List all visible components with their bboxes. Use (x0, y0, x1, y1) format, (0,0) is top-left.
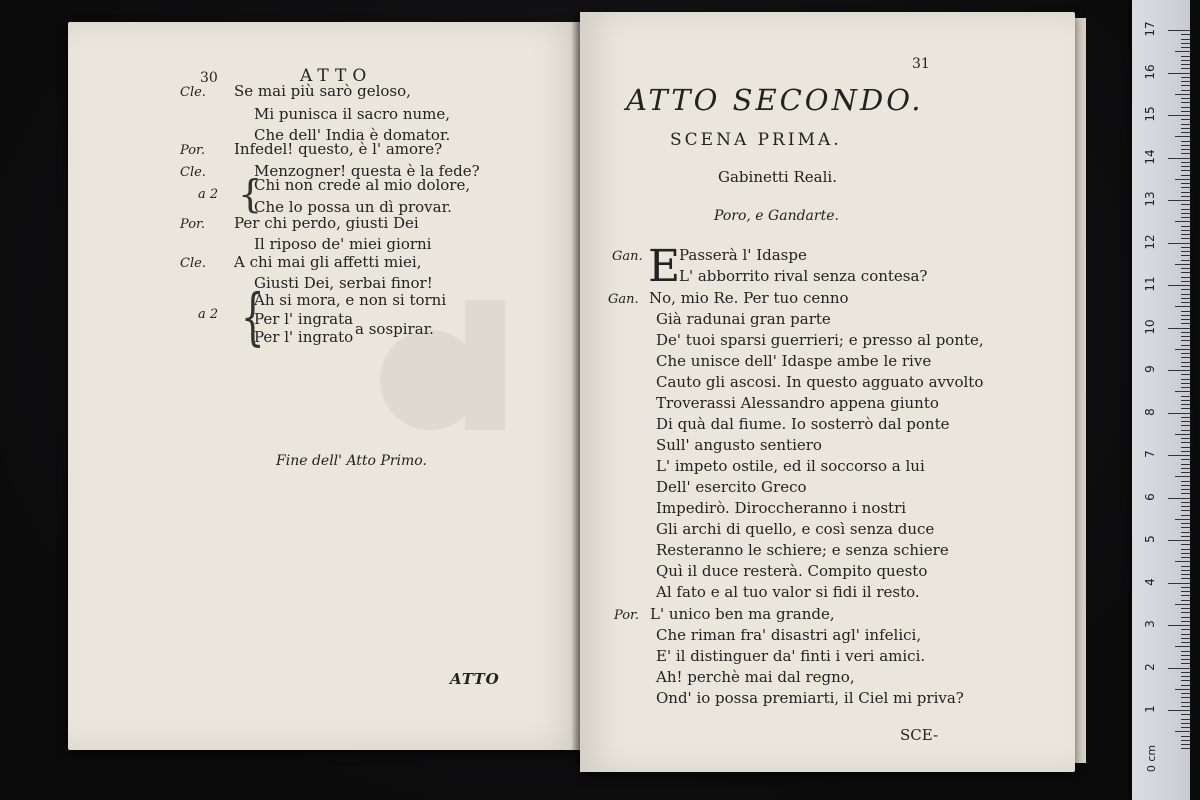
ruler-tick (1168, 328, 1190, 329)
ruler-number: 10 (1143, 318, 1157, 335)
ruler-tick (1181, 536, 1190, 537)
left-catchword: ATTO (450, 670, 500, 688)
ruler-tick (1175, 689, 1190, 690)
ruler-tick (1181, 192, 1190, 193)
ruler-number: 5 (1143, 535, 1157, 543)
ruler-tick (1181, 234, 1190, 235)
ruler-tick (1181, 714, 1190, 715)
ruler-number: 6 (1143, 492, 1157, 501)
ruler-tick (1181, 400, 1190, 401)
ruler-tick (1168, 370, 1190, 371)
ruler-tick (1181, 238, 1190, 239)
ruler-tick (1181, 56, 1190, 57)
ruler-tick (1181, 366, 1190, 367)
ruler-tick (1181, 183, 1190, 184)
ruler-tick (1168, 710, 1190, 711)
ruler-tick (1181, 47, 1190, 48)
ruler-tick (1175, 264, 1190, 265)
ruler-tick (1181, 425, 1190, 426)
ruler-tick (1181, 323, 1190, 324)
ruler-tick (1168, 455, 1190, 456)
ruler-tick (1181, 340, 1190, 341)
ruler-tick (1181, 493, 1190, 494)
ruler-tick (1181, 578, 1190, 579)
ruler-tick (1181, 332, 1190, 333)
ruler-tick (1175, 731, 1190, 732)
ruler-tick (1181, 149, 1190, 150)
left-page-number: 30 (200, 70, 218, 86)
ruler-tick (1181, 566, 1190, 567)
ruler-tick (1181, 230, 1190, 231)
act-title: ATTO SECONDO. (626, 83, 924, 117)
ruler-tick (1181, 124, 1190, 125)
ruler-tick (1181, 485, 1190, 486)
ruler-tick (1181, 515, 1190, 516)
ruler-tick (1181, 128, 1190, 129)
ruler-tick (1181, 64, 1190, 65)
ruler-tick (1181, 553, 1190, 554)
ruler-tick (1181, 302, 1190, 303)
ruler-tick (1181, 374, 1190, 375)
ruler-tick (1181, 102, 1190, 103)
ruler-tick (1181, 591, 1190, 592)
ruler-tick (1181, 162, 1190, 163)
ruler-number: 15 (1143, 106, 1157, 122)
ruler-tick (1181, 85, 1190, 86)
ruler-tick (1181, 451, 1190, 452)
ruler-tick (1181, 430, 1190, 431)
ruler-tick (1181, 459, 1190, 460)
ruler-tick (1181, 345, 1190, 346)
ruler-tick (1181, 357, 1190, 358)
ruler-tick (1181, 77, 1190, 78)
ruler-tick (1181, 204, 1190, 205)
ruler-tick (1181, 353, 1190, 354)
ruler-tick (1175, 604, 1190, 605)
ruler-tick (1175, 349, 1190, 350)
ruler-tick (1181, 651, 1190, 652)
ruler-tick (1175, 221, 1190, 222)
ruler-tick (1168, 285, 1190, 286)
ruler-number: 7 (1143, 450, 1157, 458)
ruler-tick (1181, 659, 1190, 660)
ruler-tick (1168, 200, 1190, 201)
right-page: 31 ATTO SECONDO. SCENA PRIMA. Gabinetti Reali. Poro, e Gandarte. E Gan. Passerà l' Idaspe L' abborrito rival senza contesa? Gan. No, mio Re. Per tuo cenno Già radunai gran parte De' tuoi sparsi guerrieri; e presso al ponte, Che unisce dell' Idaspe ambe le rive Cauto gli ascosi. In questo agguato avvolto Troverassi Alessandro appena giunto Di quà dal fiume. Io sosterrò dal ponte Sull' angusto sentiero L' impeto ostile, ed il soccorso a lui Dell' esercito Greco Impedirò. Diroccheranno i nostri Gli archi di quello, e così senza duce Resteranno le schiere; e senza schiere Quì il duce resterà. Compito questo Al fato e al tuo valor si fidi il resto. Por. L' unico ben ma grande, Che riman fra' disastri agl' infelici, E' il distinguer da' finti i veri amici. Ah! perchè mai dal regno, Ond' io possa premiarti, il Ciel mi priva? SCE- (580, 12, 1075, 772)
scene-setting: Gabinetti Reali. (718, 168, 837, 186)
ruler-tick (1181, 315, 1190, 316)
ruler-tick (1181, 362, 1190, 363)
ruler-tick (1181, 281, 1190, 282)
ruler-number: 13 (1143, 191, 1157, 207)
ruler-tick (1181, 527, 1190, 528)
ruler-tick (1181, 213, 1190, 214)
ruler-tick (1181, 289, 1190, 290)
ruler-tick (1181, 226, 1190, 227)
ruler-tick (1181, 549, 1190, 550)
ruler-tick (1181, 655, 1190, 656)
ruler-tick (1181, 744, 1190, 745)
ruler-tick (1181, 447, 1190, 448)
ruler-tick (1181, 502, 1190, 503)
ruler-tick (1181, 570, 1190, 571)
ruler-tick (1181, 748, 1190, 749)
ruler-tick (1181, 119, 1190, 120)
ruler-tick (1181, 587, 1190, 588)
ruler-tick (1181, 187, 1190, 188)
ruler-tick (1181, 217, 1190, 218)
ruler-tick (1181, 608, 1190, 609)
ruler-tick (1168, 668, 1190, 669)
ruler-tick (1181, 311, 1190, 312)
ruler-tick (1168, 73, 1190, 74)
ruler-tick (1181, 442, 1190, 443)
ruler-tick (1175, 391, 1190, 392)
ruler-tick (1181, 676, 1190, 677)
left-page: 30 ATTO Cle. Se mai più sarò geloso, Mi punisca il sacro nume, Che dell' India è domator. Por. Infedel! questo, è l' amore? Cle. Menzogner! questa è la fede? a 2 Chi non crede al mio dolore, { Che lo possa un dì provar. Por. Per chi perdo, giusti Dei Il riposo de' miei giorni Cle. A chi mai gli affetti miei, Giusti Dei, serbai finor! Ah si mora, e non si torni { a 2 Per l' ingrata Per l' ingrato a sospirar. Fine dell' Atto Primo. ATTO (68, 22, 580, 750)
ruler-tick (1168, 583, 1190, 584)
ruler-tick (1181, 595, 1190, 596)
ruler-tick (1181, 642, 1190, 643)
ruler-tick (1181, 727, 1190, 728)
ruler-tick (1175, 476, 1190, 477)
ruler-tick (1181, 404, 1190, 405)
ruler-tick (1181, 740, 1190, 741)
scene-characters: Poro, e Gandarte. (714, 208, 839, 224)
ruler-tick (1181, 383, 1190, 384)
ruler-tick (1181, 672, 1190, 673)
ruler-tick (1181, 685, 1190, 686)
ruler-tick (1181, 81, 1190, 82)
ruler-tick (1181, 557, 1190, 558)
ruler-tick (1181, 438, 1190, 439)
ruler-tick (1181, 251, 1190, 252)
drop-cap: E (648, 241, 681, 292)
ruler-tick (1168, 158, 1190, 159)
shared-line-tail: a sospirar. (355, 320, 434, 338)
ruler-tick (1181, 298, 1190, 299)
ruler-tick (1181, 663, 1190, 664)
ruler-tick (1181, 617, 1190, 618)
act-end-note: Fine dell' Atto Primo. (276, 453, 427, 469)
ruler-tick (1181, 111, 1190, 112)
ruler-tick (1181, 175, 1190, 176)
ruler-tick (1181, 196, 1190, 197)
ruler-number: 12 (1143, 233, 1157, 250)
ruler-tick (1181, 464, 1190, 465)
ruler-tick (1181, 277, 1190, 278)
ruler-number: 8 (1143, 407, 1157, 416)
right-catchword: SCE- (900, 726, 939, 744)
ruler-tick (1181, 336, 1190, 337)
ruler-tick (1181, 472, 1190, 473)
ruler-tick (1181, 379, 1190, 380)
ruler-tick (1168, 498, 1190, 499)
ruler-tick (1181, 141, 1190, 142)
ruler-tick (1175, 94, 1190, 95)
ruler-tick (1181, 90, 1190, 91)
ruler-tick (1181, 638, 1190, 639)
ruler-tick (1181, 510, 1190, 511)
ruler-tick (1181, 294, 1190, 295)
ruler-tick (1181, 693, 1190, 694)
ruler-tick (1168, 115, 1190, 116)
museum-watermark-logo (370, 290, 530, 440)
ruler-tick (1181, 506, 1190, 507)
ruler-tick (1181, 706, 1190, 707)
ruler-tick (1175, 136, 1190, 137)
ruler-tick (1181, 736, 1190, 737)
ruler-tick (1181, 408, 1190, 409)
ruler-number: 17 (1143, 21, 1157, 37)
ruler-tick (1181, 697, 1190, 698)
ruler-tick (1168, 625, 1190, 626)
brace-symbol: { (240, 280, 265, 353)
ruler-tick (1181, 387, 1190, 388)
ruler-number: 14 (1143, 148, 1157, 165)
ruler-number: 1 (1143, 705, 1157, 713)
scene-title: SCENA PRIMA. (670, 130, 842, 150)
ruler-tick (1168, 413, 1190, 414)
ruler-tick (1181, 153, 1190, 154)
ruler-tick (1181, 723, 1190, 724)
ruler-tick (1181, 34, 1190, 35)
ruler-tick (1181, 680, 1190, 681)
brace-symbol: { (238, 172, 263, 216)
ruler-tick (1181, 532, 1190, 533)
ruler-tick (1181, 107, 1190, 108)
ruler-tick (1181, 132, 1190, 133)
ruler-number: 11 (1143, 276, 1157, 292)
ruler-tick (1181, 468, 1190, 469)
ruler-tick (1175, 561, 1190, 562)
ruler-tick (1181, 272, 1190, 273)
ruler-number: 16 (1143, 63, 1157, 80)
ruler-number: 2 (1143, 662, 1157, 671)
ruler-tick (1181, 523, 1190, 524)
ruler-tick (1175, 179, 1190, 180)
right-page-number: 31 (912, 56, 930, 72)
ruler-tick (1181, 166, 1190, 167)
ruler-tick (1181, 43, 1190, 44)
measurement-ruler (1132, 0, 1190, 800)
ruler-tick (1175, 434, 1190, 435)
ruler-tick (1168, 243, 1190, 244)
ruler-number: 4 (1143, 577, 1157, 586)
ruler-tick (1181, 574, 1190, 575)
ruler-tick (1181, 39, 1190, 40)
ruler-tick (1181, 145, 1190, 146)
ruler-tick (1181, 247, 1190, 248)
ruler-tick (1181, 634, 1190, 635)
ruler-tick (1181, 260, 1190, 261)
ruler-tick (1181, 702, 1190, 703)
ruler-tick (1181, 612, 1190, 613)
ruler-tick (1175, 51, 1190, 52)
ruler-tick (1181, 629, 1190, 630)
ruler-number: 9 (1143, 365, 1157, 373)
ruler-tick (1181, 544, 1190, 545)
ruler-tick (1175, 306, 1190, 307)
ruler-tick (1175, 519, 1190, 520)
ruler-tick (1181, 68, 1190, 69)
ruler-tick (1181, 719, 1190, 720)
ruler-tick (1181, 98, 1190, 99)
ruler-tick (1181, 60, 1190, 61)
ruler-unit-label: 0 cm (1145, 744, 1159, 773)
ruler-tick (1175, 646, 1190, 647)
ruler-tick (1181, 209, 1190, 210)
ruler-number: 3 (1143, 620, 1157, 628)
ruler-tick (1181, 600, 1190, 601)
ruler-tick (1181, 481, 1190, 482)
left-running-head: ATTO (300, 66, 373, 86)
ruler-tick (1181, 255, 1190, 256)
ruler-tick (1181, 621, 1190, 622)
ruler-tick (1181, 421, 1190, 422)
ruler-tick (1168, 30, 1190, 31)
ruler-tick (1168, 540, 1190, 541)
ruler-tick (1181, 170, 1190, 171)
ruler-tick (1181, 396, 1190, 397)
ruler-tick (1181, 268, 1190, 269)
ruler-tick (1181, 489, 1190, 490)
ruler-tick (1181, 417, 1190, 418)
ruler-tick (1181, 319, 1190, 320)
